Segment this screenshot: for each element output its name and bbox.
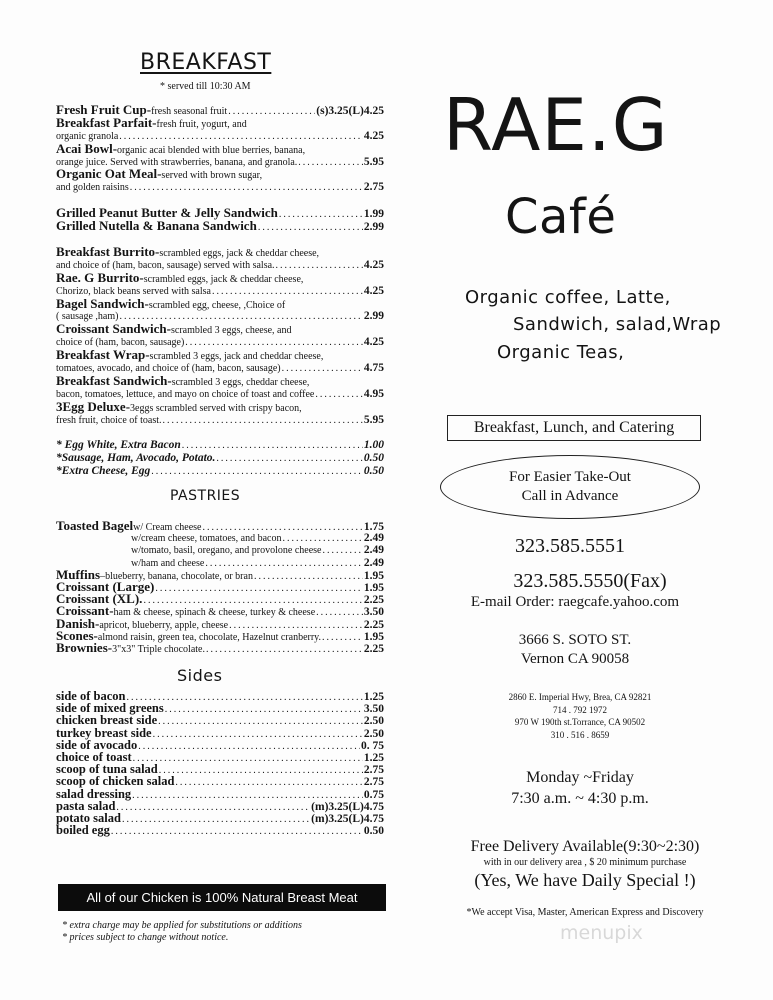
side-price: 2.75 — [363, 764, 384, 777]
item-desc: tomatoes, avocado, and choice of (ham, bacon, sausage) — [56, 363, 281, 375]
item-price: 2.99 — [363, 310, 384, 323]
item-desc: choice of (ham, bacon, sausage) — [56, 337, 185, 349]
item-desc: scrambled egg, cheese, ,Choice of — [148, 299, 286, 311]
item-name: Grilled Peanut Butter & Jelly Sandwich — [56, 205, 278, 221]
menu-group — [56, 207, 384, 233]
item-price: 4.25 — [363, 336, 384, 349]
menu-line — [56, 714, 384, 726]
item-price: 2.25 — [363, 594, 384, 607]
item-price: 1.75 — [363, 521, 384, 533]
item-price: 2.25 — [363, 618, 384, 631]
side-name: side of bacon — [56, 689, 126, 703]
delivery-info — [430, 837, 740, 891]
dot-leader — [229, 620, 363, 632]
item-price: 3.50 — [363, 606, 384, 619]
item-price: 5.95 — [363, 413, 384, 426]
menu-item — [56, 295, 384, 324]
dot-leader — [143, 595, 362, 607]
dot-leader — [185, 337, 363, 350]
side-name: salad dressing — [56, 786, 132, 801]
takeout-ellipse — [440, 455, 700, 519]
pastries-menu — [56, 520, 384, 654]
menu-group — [56, 104, 384, 194]
side-price: 2.75 — [363, 776, 384, 789]
addon-name: * Egg White, Extra Bacon — [56, 439, 181, 452]
item-desc: ( sausage ,ham) — [56, 311, 119, 323]
dot-leader — [133, 753, 363, 765]
menu-line — [56, 727, 384, 739]
daily-special: (Yes, We have Daily Special !) — [474, 870, 696, 890]
tagline-line: Sandwich, salad,Wrap — [513, 314, 722, 335]
menu-line — [56, 295, 384, 311]
item-name: Scones- — [56, 627, 98, 643]
dot-leader — [212, 286, 363, 299]
dot-leader — [282, 363, 363, 376]
side-price: 0.75 — [363, 788, 384, 801]
item-desc: w/cream cheese, tomatoes, and bacon — [131, 533, 282, 545]
item-price: 4.95 — [363, 387, 384, 400]
item-price: 2.49 — [363, 532, 384, 545]
menu-item — [56, 168, 384, 194]
location-line: 714 . 792 1972 — [553, 704, 607, 715]
item-price: 1.95 — [363, 569, 384, 582]
email-order: E-mail Order: raegcafe.yahoo.com — [470, 594, 680, 610]
takeout-line: For Easier Take-Out — [509, 469, 631, 485]
item-price: 1.99 — [363, 208, 384, 221]
menu-line — [56, 114, 384, 130]
dot-leader — [216, 453, 362, 466]
menu-item — [56, 323, 384, 349]
menu-line — [56, 181, 384, 194]
dot-leader — [315, 389, 363, 402]
item-desc: Chorizo, black beans served with salsa — [56, 285, 211, 297]
dot-leader — [116, 802, 310, 814]
menu-item — [56, 349, 384, 375]
item-desc: organic granola — [56, 130, 119, 142]
item-price: 2.49 — [363, 556, 384, 569]
item-desc: scrambled 3 eggs, jack and cheddar cheese, — [149, 351, 324, 363]
side-price: (m)3.25(L)4.75 — [311, 812, 384, 825]
phone-number: 323.585.5551 — [515, 535, 625, 557]
side-price: 0.50 — [363, 825, 384, 838]
menu-item — [56, 114, 384, 143]
menu-item — [56, 269, 384, 298]
side-price: (m)3.25(L)4.75 — [311, 800, 384, 813]
item-desc: w/ham and cheese — [131, 557, 205, 569]
item-desc: fresh fruit, choice of toast. — [56, 414, 162, 426]
watermark: menupix — [560, 922, 643, 944]
hours-days: Monday ~Friday — [526, 769, 634, 786]
dot-leader — [163, 415, 363, 428]
menu-line — [56, 788, 384, 800]
side-name: chicken breast side — [56, 713, 158, 728]
item-price: 1.95 — [363, 630, 384, 643]
side-name: scoop of chicken salad — [56, 774, 175, 789]
side-name: choice of toast — [56, 749, 132, 764]
item-name: Breakfast Sandwich- — [56, 372, 172, 388]
item-price: 2.25 — [363, 642, 384, 655]
menu-line — [56, 544, 384, 556]
item-price: 2.99 — [363, 221, 384, 234]
item-price: 2.75 — [363, 181, 384, 194]
menu-line — [56, 452, 384, 465]
location-line: 310 . 516 . 8659 — [550, 729, 610, 740]
item-name: Toasted Bagel — [56, 518, 134, 533]
item-name: Croissant- — [56, 603, 114, 619]
menu-line — [56, 398, 384, 414]
item-price: 4.25 — [363, 129, 384, 142]
item-name: 3Egg Deluxe- — [56, 398, 131, 414]
dot-leader — [159, 765, 363, 777]
side-price: 1.25 — [363, 751, 384, 764]
brand-sub: Café — [505, 189, 617, 245]
item-name: Bagel Sandwich- — [56, 295, 149, 311]
addon-price: 0.50 — [363, 452, 384, 465]
payment-note: *We accept Visa, Master, American Express and Discovery — [466, 907, 704, 918]
item-desc: –blueberry, banana, chocolate, or bran — [100, 570, 253, 582]
services-box: Breakfast, Lunch, and Catering — [447, 415, 701, 441]
menu-line — [56, 439, 384, 452]
footnotes — [62, 920, 302, 944]
takeout-line: Call in Advance — [521, 488, 619, 504]
menu-line — [56, 246, 384, 259]
footnote: * prices subject to change without notice. — [62, 932, 229, 943]
side-price: 1.25 — [363, 691, 384, 703]
brand-name: RAE.G — [443, 83, 669, 167]
dot-leader — [316, 607, 363, 619]
dot-leader — [322, 632, 363, 644]
item-desc: w/ Cream cheese — [133, 522, 202, 533]
menu-line — [56, 414, 384, 427]
location-line: 970 W 190th st.Torrance, CA 90502 — [514, 717, 646, 727]
item-desc: fresh fruit, yogurt, and — [156, 118, 247, 130]
menu-line — [56, 220, 384, 233]
delivery-title: Free Delivery Available(9:30~2:30) — [470, 838, 700, 855]
addon-name: *Sausage, Ham, Avocado, Potato. — [56, 452, 216, 465]
item-price: (s)3.25(L)4.25 — [316, 105, 384, 117]
side-name: side of mixed greens — [56, 701, 164, 716]
dot-leader — [165, 704, 363, 716]
item-desc: almond raisin, green tea, chocolate, Hazelnut cranberry. — [97, 631, 322, 643]
item-desc: scrambled eggs, jack & cheddar cheese, — [159, 248, 320, 260]
menu-item — [56, 372, 384, 401]
side-name: pasta salad — [56, 798, 116, 813]
item-desc: bacon, tomatoes, lettuce, and mayo on choice of toast and coffee — [56, 388, 315, 400]
fax-number: 323.585.5550(Fax) — [513, 570, 667, 592]
dot-leader — [151, 466, 363, 479]
item-desc: and golden raisins — [56, 182, 129, 194]
item-desc: organic acai blended with blue berries, banana, — [117, 144, 306, 156]
item-desc: w/tomato, basil, oregano, and provolone cheese — [131, 545, 322, 557]
item-desc: scrambled 3 eggs, cheese, and — [170, 325, 292, 337]
dot-leader — [111, 826, 363, 838]
side-price: 3.50 — [363, 703, 384, 716]
other-locations — [430, 691, 730, 741]
item-name: Breakfast Parfait- — [56, 114, 157, 130]
addon-price: 1.00 — [363, 439, 384, 452]
dot-leader — [122, 814, 310, 826]
dot-leader — [206, 644, 363, 656]
side-name: scoop of tuna salad — [56, 762, 158, 777]
item-desc: scrambled eggs, jack & cheddar cheese, — [143, 273, 304, 285]
dot-leader — [175, 777, 362, 789]
dot-leader — [228, 106, 315, 119]
dot-leader — [205, 558, 363, 570]
item-name: Breakfast Wrap- — [56, 347, 150, 363]
hours-time: 7:30 a.m. ~ 4:30 p.m. — [511, 790, 649, 807]
tagline-line: Organic coffee, Latte, — [465, 287, 671, 308]
item-price: 1.95 — [363, 581, 384, 594]
sides-heading: Sides — [177, 666, 223, 685]
menu-line — [56, 372, 384, 388]
dot-leader — [283, 533, 363, 545]
item-desc: 3eggs scrambled served with crispy bacon, — [130, 402, 302, 414]
menu-item — [56, 398, 384, 427]
menu-line — [56, 168, 384, 181]
item-price: 4.75 — [363, 362, 384, 375]
delivery-detail: with in our delivery area , $ 20 minimum purchase — [483, 857, 687, 868]
item-name: Organic Oat Meal- — [56, 166, 162, 182]
item-name: Fresh Fruit Cup- — [56, 102, 152, 117]
pastries-heading: PASTRIES — [170, 488, 241, 504]
side-name: boiled egg — [56, 823, 110, 838]
item-desc: orange juice. Served with strawberries, banana, and granola. — [56, 156, 298, 168]
dot-leader — [298, 157, 363, 170]
dot-leader — [279, 209, 363, 222]
main-address — [430, 631, 720, 669]
item-price: 5.95 — [363, 155, 384, 168]
dot-leader — [119, 131, 363, 144]
dot-leader — [254, 571, 363, 583]
breakfast-heading: BREAKFAST — [140, 50, 272, 75]
location-line: 2860 E. Imperial Hwy, Brea, CA 92821 — [508, 692, 652, 702]
item-name: Danish- — [56, 615, 100, 631]
addon-name: *Extra Cheese, Egg — [56, 465, 151, 478]
address-line: 3666 S. SOTO ST. — [518, 632, 632, 648]
dot-leader — [153, 729, 363, 741]
item-desc: ham & cheese, spinach & cheese, turkey & cheese — [113, 607, 316, 619]
menu-line — [56, 349, 384, 362]
item-name: Acai Bowl- — [56, 140, 118, 156]
item-desc: apricot, blueberry, apple, cheese — [99, 619, 229, 631]
menu-item — [56, 220, 384, 233]
item-name: Croissant (XL). — [56, 591, 143, 607]
dot-leader — [258, 222, 363, 235]
side-price: 2.50 — [363, 715, 384, 728]
item-price: 2.49 — [363, 544, 384, 557]
menu-line — [56, 639, 384, 655]
address-line: Vernon CA 90058 — [520, 651, 630, 667]
menu-line — [56, 532, 384, 544]
side-price: 0. 75 — [361, 739, 384, 752]
side-name: potato salad — [56, 810, 121, 825]
dot-leader — [323, 545, 363, 557]
dot-leader — [138, 741, 360, 753]
item-name: Grilled Nutella & Banana Sandwich — [56, 218, 257, 234]
menu-line — [56, 520, 384, 532]
item-name: Rae. G Burrito- — [56, 269, 144, 285]
item-desc: and choice of (ham, bacon, sausage) served with salsa. — [56, 259, 275, 271]
menu-line — [56, 615, 384, 631]
tagline-line: Organic Teas, — [497, 342, 625, 363]
side-name: turkey breast side — [56, 725, 152, 740]
footnote: * extra charge may be applied for substitutions or additions — [62, 920, 302, 931]
item-name: Breakfast Burrito- — [56, 244, 160, 260]
menu-line — [56, 140, 384, 156]
hours — [430, 767, 730, 809]
item-desc: served with brown sugar, — [161, 170, 263, 182]
side-name: side of avocado — [56, 737, 138, 752]
item-name: Croissant Sandwich- — [56, 321, 171, 337]
menu-line — [56, 775, 384, 787]
item-price: 4.25 — [363, 258, 384, 271]
menu-item — [56, 140, 384, 169]
item-name: Croissant (Large) — [56, 578, 155, 594]
menu-line — [56, 269, 384, 285]
item-desc: scrambled 3 eggs, cheddar cheese, — [171, 376, 310, 388]
item-name: Muffins — [56, 566, 101, 582]
dot-leader — [158, 716, 363, 728]
menu-line — [56, 557, 384, 569]
chicken-banner: All of our Chicken is 100% Natural Breast Meat — [58, 884, 386, 911]
breakfast-menu — [56, 104, 384, 478]
menu-group — [56, 246, 384, 426]
menu-line — [56, 824, 384, 836]
breakfast-note: * served till 10:30 AM — [160, 81, 251, 92]
dot-leader — [155, 583, 363, 595]
menu-line — [56, 465, 384, 478]
item-desc: fresh seasonal fruit — [151, 106, 228, 117]
menu-line — [56, 323, 384, 336]
menu-item — [56, 246, 384, 272]
addon-group — [56, 439, 384, 478]
menu-line — [56, 605, 384, 617]
item-price: 4.25 — [363, 284, 384, 297]
item-desc: 3"x3" Triple chocolate. — [112, 643, 205, 655]
side-price: 2.50 — [363, 727, 384, 740]
dot-leader — [130, 182, 363, 195]
dot-leader — [276, 260, 363, 273]
sides-menu — [56, 690, 384, 836]
addon-price: 0.50 — [363, 465, 384, 478]
item-name: Brownies- — [56, 639, 113, 655]
